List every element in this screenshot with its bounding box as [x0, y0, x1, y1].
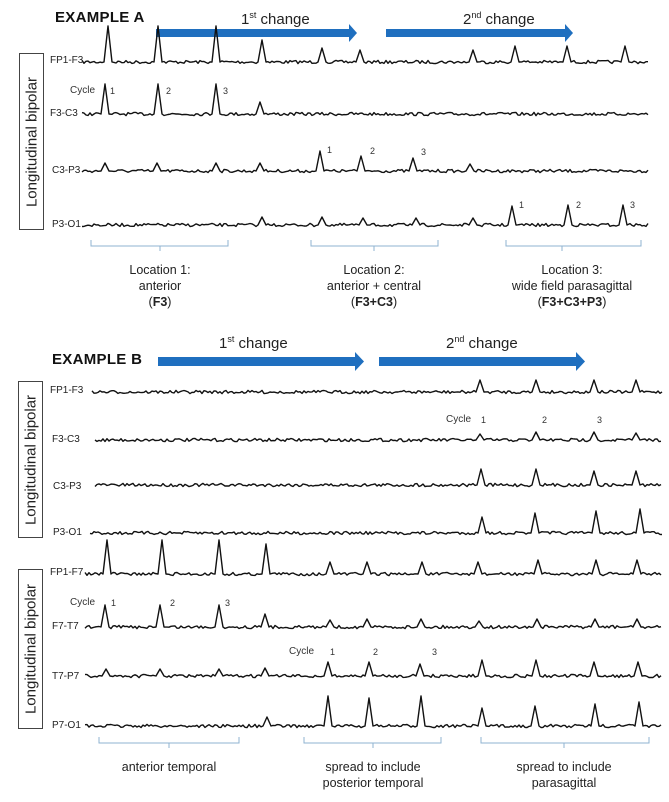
- example-b-second-change-label: [446, 334, 518, 352]
- first-change-suffix: st: [249, 10, 257, 20]
- cycle-number: 2: [576, 200, 582, 210]
- location-electrodes: (F3): [148, 295, 172, 309]
- first-change-text: change: [256, 11, 310, 28]
- montage-label: Longitudinal bipolar: [22, 394, 39, 525]
- cycle-number: 1: [327, 145, 333, 155]
- location-line: wide field parasagittal: [511, 279, 633, 293]
- location-line: anterior temporal: [121, 760, 217, 774]
- eeg-trace-p3-o1: [82, 205, 648, 227]
- first-change-number: 1: [241, 11, 250, 28]
- cycle-number: 1: [111, 598, 117, 608]
- bracket-parasagittal: [481, 737, 649, 748]
- cycle-number: 2: [370, 146, 376, 156]
- location-line: anterior + central: [326, 279, 422, 293]
- location-line: Location 3:: [541, 263, 603, 277]
- cycle-number: 3: [421, 147, 427, 157]
- cycle-number: 3: [432, 647, 438, 657]
- eeg-trace-fp1-f7: [85, 540, 661, 576]
- cycle-number: 3: [225, 598, 231, 608]
- channel-label-p3-o1: P3-O1: [52, 219, 81, 230]
- first-change-text: change: [234, 335, 288, 352]
- channel-label-fp1-f3: FP1-F3: [50, 55, 84, 66]
- cycle-number: 2: [170, 598, 176, 608]
- arrow-right-icon: [379, 352, 585, 371]
- second-change-suffix: nd: [471, 10, 482, 20]
- channel-label-t7-p7: T7-P7: [52, 671, 80, 682]
- location-line: parasagittal: [531, 776, 597, 790]
- cycle-number: 1: [481, 415, 487, 425]
- cycle-label: Cycle: [70, 85, 96, 96]
- second-change-number: 2: [463, 11, 472, 28]
- eeg-trace-c3-p3: [95, 469, 661, 487]
- cycle-number: 3: [223, 86, 229, 96]
- bracket-posterior-temporal: [304, 737, 441, 748]
- second-change-suffix: nd: [454, 334, 465, 344]
- cycle-number: 3: [630, 200, 636, 210]
- bracket-location-3: [506, 240, 641, 251]
- second-change-text: change: [481, 11, 535, 28]
- example-b-first-change-label: [219, 334, 288, 352]
- location-2-label: [314, 262, 434, 310]
- example-b-title: EXAMPLE B: [52, 351, 143, 368]
- eeg-trace-p3-o1: [90, 509, 662, 535]
- location-line: posterior temporal: [322, 776, 424, 790]
- location-parasagittal-label: [499, 759, 629, 791]
- cycle-number: 2: [373, 647, 379, 657]
- location-posterior-temporal-label: [308, 759, 438, 791]
- location-line: Location 2:: [343, 263, 405, 277]
- channel-label-fp1-f7: FP1-F7: [50, 567, 84, 578]
- eeg-trace-p7-o1: [85, 696, 661, 728]
- cycle-number: 1: [110, 86, 116, 96]
- channel-label-p7-o1: P7-O1: [52, 720, 81, 731]
- example-a-montage-box: [19, 53, 44, 230]
- cycle-number: 1: [519, 200, 525, 210]
- bracket-location-1: [91, 240, 228, 251]
- eeg-trace-fp1-f3: [92, 380, 662, 394]
- arrow-right-icon: [158, 352, 364, 371]
- channel-label-f3-c3: F3-C3: [50, 108, 78, 119]
- bracket-anterior-temporal: [99, 737, 239, 748]
- location-line: anterior: [138, 279, 182, 293]
- location-3-label: [502, 262, 642, 310]
- channel-label-c3-p3: C3-P3: [52, 165, 81, 176]
- cycle-number: 3: [597, 415, 603, 425]
- cycle-number: 2: [166, 86, 172, 96]
- cycle-number: 1: [330, 647, 336, 657]
- channel-label-c3-p3: C3-P3: [53, 481, 82, 492]
- location-line: spread to include: [516, 760, 612, 774]
- cycle-label: Cycle: [446, 414, 472, 425]
- location-electrodes: (F3+C3+P3): [537, 295, 607, 309]
- eeg-trace-t7-p7: [85, 660, 661, 678]
- location-electrodes: (F3+C3): [350, 295, 398, 309]
- location-1-label: [100, 262, 220, 310]
- channel-label-f7-t7: F7-T7: [52, 621, 79, 632]
- channel-label-fp1-f3: FP1-F3: [50, 385, 84, 396]
- first-change-number: 1: [219, 335, 228, 352]
- second-change-number: 2: [446, 335, 455, 352]
- location-line: spread to include: [325, 760, 421, 774]
- example-a-title: EXAMPLE A: [55, 9, 145, 26]
- example-b-panel-2-montage-box: [18, 569, 43, 729]
- eeg-trace-f3-c3: [95, 432, 661, 442]
- montage-label: Longitudinal bipolar: [22, 583, 39, 715]
- channel-label-p3-o1: P3-O1: [53, 527, 82, 538]
- cycle-label: Cycle: [70, 597, 96, 608]
- eeg-trace-c3-p3: [82, 151, 648, 173]
- location-line: Location 1:: [129, 263, 191, 277]
- example-b-panel-1-montage-box: [18, 381, 43, 538]
- eeg-trace-f7-t7: [85, 605, 661, 629]
- first-change-suffix: st: [227, 334, 235, 344]
- channel-label-f3-c3: F3-C3: [52, 434, 80, 445]
- location-anterior-temporal-label: [104, 759, 234, 775]
- montage-label: Longitudinal bipolar: [23, 76, 40, 207]
- eeg-trace-layer: [82, 26, 662, 728]
- cycle-label: Cycle: [289, 646, 315, 657]
- arrow-right-icon: [386, 24, 573, 42]
- bracket-location-2: [311, 240, 438, 251]
- arrow-right-icon: [156, 24, 357, 42]
- cycle-number: 2: [542, 415, 548, 425]
- second-change-text: change: [464, 335, 518, 352]
